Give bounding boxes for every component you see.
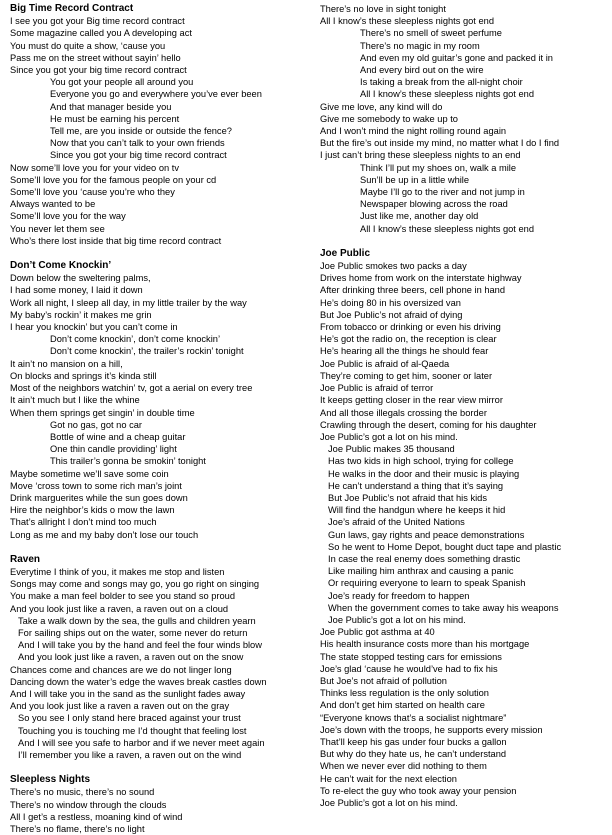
lyric-line: He walks in the door and their music is playing	[328, 468, 520, 479]
lyric-line: Got no gas, got no car	[50, 419, 142, 430]
lyric-line: Since you got your big time record contract	[50, 150, 227, 161]
lyric-line: That’ll keep his gas under four bucks a gallon	[320, 736, 507, 747]
lyric-line: Joe Public makes 35 thousand	[328, 444, 455, 455]
section-gap	[320, 235, 608, 248]
lyric-line: Everyone you go and everywhere you’ve ever been	[50, 89, 262, 100]
lyric-line: Now some’ll love you for your video on tv	[10, 162, 179, 173]
song-sleepless-nights	[10, 774, 310, 835]
lyric-line: Some magazine called you A developing act	[10, 28, 192, 39]
lyric-line: That’s allright I don’t mind too much	[10, 517, 157, 528]
lyric-line: Joe’s afraid of the United Nations	[328, 517, 465, 528]
lyric-line: He must be earning his percent	[50, 113, 180, 124]
lyric-line: And you look just like a raven, a raven out on a cloud	[10, 603, 229, 614]
lyric-line: Now that you can’t talk to your own friends	[50, 138, 225, 149]
lyric-line: He’s got the radio on, the reception is clear	[320, 334, 497, 345]
lyric-line: Just like me, another day old	[360, 211, 479, 222]
lyric-line: And don’t get him started on health care	[320, 700, 485, 711]
lyric-line: And even my old guitar’s gone and packed it in	[360, 52, 553, 63]
lyric-line: Don’t come knockin’, don’t come knockin’	[50, 334, 221, 345]
lyric-line: Is taking a break from the all-night choir	[360, 77, 523, 88]
lyric-line: From tobacco or drinking or even his driving	[320, 322, 501, 333]
song-raven	[10, 554, 310, 761]
lyric-line: Who’s there lost inside that big time record contract	[10, 235, 222, 246]
section-gap	[10, 761, 310, 774]
lyric-line: Move ‘cross town to some rich man’s joint	[10, 480, 182, 491]
lyric-line: Or requiring everyone to learn to speak Spanish	[328, 578, 526, 589]
song-title: Joe Public	[320, 247, 371, 259]
lyric-line: But why do they hate us, he can’t understand	[320, 749, 507, 760]
left-column	[10, 3, 310, 835]
lyric-line: Newspaper blowing across the road	[360, 199, 508, 210]
lyric-line: But Joe’s not afraid of pollution	[320, 675, 447, 686]
lyric-line: To re-elect the guy who took away your pension	[320, 785, 517, 796]
lyric-line: Don’t come knockin’, the trailer’s rockin’ tonight	[50, 346, 244, 357]
lyric-line: All I know’s these sleepless nights got end	[360, 89, 534, 100]
lyric-line: Joe’s down with the troops, he supports every mission	[320, 724, 543, 735]
lyric-line: Chances come and chances are we do not linger long	[10, 664, 232, 675]
lyric-line: Joe Public got asthma at 40	[320, 627, 435, 638]
lyric-line: On blocks and springs it’s kinda still	[10, 370, 157, 381]
lyric-line: They’re coming to get him, sooner or later	[320, 370, 493, 381]
lyric-line: You got your people all around you	[50, 77, 194, 88]
lyric-line: But Joe Public’s not afraid of dying	[320, 309, 463, 320]
lyric-line: Give me somebody to wake up to	[320, 113, 458, 124]
lyric-line: There’s no window through the clouds	[10, 799, 167, 810]
song-big-time-record-contract	[10, 3, 310, 247]
lyric-line: Some’ll love you ‘cause you’re who they	[10, 187, 175, 198]
lyric-line: Everytime I think of you, it makes me stop and listen	[10, 566, 225, 577]
lyric-line: He’s doing 80 in his oversized van	[320, 297, 461, 308]
lyric-line: And I will take you by the hand and feel the four winds blow	[18, 640, 262, 651]
lyric-line: Gun laws, gay rights and peace demonstrations	[328, 529, 525, 540]
lyric-line: He can’t wait for the next election	[320, 773, 457, 784]
lyric-line: Dancing down the water’s edge the waves break castles down	[10, 676, 267, 687]
song-don-t-come-knockin	[10, 260, 310, 541]
lyric-line: There’s no magic in my room	[360, 40, 480, 51]
lyric-line: So you see I only stand here braced against your trust	[18, 713, 241, 724]
lyric-line: “Everyone knows that’s a socialist nightmare”	[320, 712, 507, 723]
right-column	[320, 3, 608, 809]
lyric-line: He can’t understand a thing that it’s saying	[328, 480, 504, 491]
lyric-line: Since you got your big time record contract	[10, 65, 187, 76]
lyric-line: Has two kids in high school, trying for college	[328, 456, 514, 467]
lyric-line: I just can’t bring these sleepless nights to an end	[320, 150, 521, 161]
lyric-line: But the fire’s out inside my mind, no matter what I do I find	[320, 138, 560, 149]
lyric-line: Joe Public’s got a lot on his mind.	[320, 798, 458, 808]
lyric-line: The state stopped testing cars for emissions	[320, 651, 502, 662]
lyric-line: There’s no flame, there’s no light	[10, 824, 145, 834]
lyric-line: There’s no smell of sweet perfume	[360, 28, 502, 39]
lyric-line: Joe Public’s got a lot on his mind.	[320, 431, 458, 442]
lyric-line: Give me love, any kind will do	[320, 101, 443, 112]
lyric-line: And I will take you in the sand as the sunlight fades away	[10, 688, 246, 699]
lyric-line: But Joe Public’s not afraid that his kids	[328, 492, 487, 503]
lyric-line: There’s no love in sight tonight	[320, 4, 446, 14]
lyric-line: I’ll remember you like a raven, a raven out on the wind	[18, 749, 242, 760]
lyric-line: So he went to Home Depot, bought duct tape and plastic	[328, 541, 562, 552]
lyric-line: Pass me on the street without sayin’ hello	[10, 52, 181, 63]
song-title: Big Time Record Contract	[10, 3, 134, 14]
lyric-line: And all those illegals crossing the border	[320, 407, 487, 418]
lyric-line: It ain’t much but I like the whine	[10, 395, 140, 406]
song-continued	[320, 3, 608, 235]
lyric-line: I see you got your Big time record contract	[10, 16, 185, 27]
lyric-line: There’s no music, there’s no sound	[10, 787, 155, 798]
lyric-line: Joe Public’s got a lot on his mind.	[328, 614, 466, 625]
lyric-line: Always wanted to be	[10, 199, 96, 210]
lyric-line: Crawling through the desert, coming for his daughter	[320, 419, 537, 430]
lyric-line: When the government comes to take away his weapons	[328, 602, 559, 613]
lyric-line: Drink marguerites while the sun goes down	[10, 492, 188, 503]
lyric-line: He’s hearing all the things he should fear	[320, 346, 489, 357]
lyric-line: After drinking three beers, cell phone in hand	[320, 285, 506, 296]
song-title: Sleepless Nights	[10, 774, 91, 786]
lyric-line: I hear you knockin’ but you can’t come in	[10, 322, 178, 333]
lyric-line: Songs may come and songs may go, you go right on singing	[10, 579, 260, 590]
lyric-line: And I will see you safe to harbor and if we never meet again	[18, 737, 265, 748]
lyric-line: Take a walk down by the sea, the gulls and children yearn	[18, 615, 256, 626]
song-joe-public	[320, 248, 608, 809]
lyric-line: When we never ever did nothing to them	[320, 761, 487, 772]
lyric-line: And you look just like a raven, a raven out on the snow	[18, 652, 244, 663]
lyric-line: You must do quite a show, ‘cause you	[10, 40, 166, 51]
lyric-line: Drives home from work on the interstate highway	[320, 273, 522, 284]
lyric-line: You make a man feel bolder to see you stand so proud	[10, 591, 235, 602]
lyric-line: In case the real enemy does something drastic	[328, 553, 521, 564]
lyric-line: All I know’s these sleepless nights got end	[320, 16, 494, 27]
lyric-line: Think I’ll put my shoes on, walk a mile	[360, 162, 517, 173]
lyric-line: Most of the neighbors watchin’ tv, got a aerial on every tree	[10, 383, 253, 394]
lyric-line: His health insurance costs more than his mortgage	[320, 639, 530, 650]
lyric-line: Some’ll love you for the way	[10, 211, 126, 222]
lyric-line: Will find the handgun where he keeps it hid	[328, 505, 506, 516]
lyric-line: Touching you is touching me I’d thought that feeling lost	[18, 725, 247, 736]
section-gap	[10, 541, 310, 554]
section-gap	[10, 247, 310, 260]
lyric-line: And every bird out on the wire	[360, 65, 484, 76]
lyric-line: Long as me and my baby don’t lose our touch	[10, 529, 199, 540]
lyric-line: I had some money, I laid it down	[10, 285, 143, 296]
lyric-line: All I know’s these sleepless nights got end	[360, 223, 534, 234]
lyric-line: It keeps getting closer in the rear view mirror	[320, 395, 503, 406]
lyric-line: This trailer’s gonna be smokin’ tonight	[50, 456, 206, 467]
song-title: Don’t Come Knockin’	[10, 260, 112, 272]
lyric-line: Bottle of wine and a cheap guitar	[50, 431, 186, 442]
lyric-line: And you look just like a raven a raven out on the gray	[10, 701, 230, 712]
lyric-line: Maybe I’ll go to the river and not jump in	[360, 187, 525, 198]
lyric-line: Tell me, are you inside or outside the fence?	[50, 126, 232, 137]
lyric-line: Some’ll love you for the famous people on your cd	[10, 174, 217, 185]
song-title: Raven	[10, 553, 41, 565]
lyric-line: Work all night, I sleep all day, in my little trailer by the way	[10, 297, 247, 308]
lyric-line: Joe’s ready for freedom to happen	[328, 590, 470, 601]
lyric-line: You never let them see	[10, 223, 105, 234]
lyric-line: Hire the neighbor’s kids o mow the lawn	[10, 505, 175, 516]
lyric-line: Joe Public is afraid of al-Qaeda	[320, 358, 450, 369]
lyric-line: Thinks less regulation is the only solution	[320, 688, 489, 699]
lyric-line: Joe Public is afraid of terror	[320, 383, 434, 394]
lyric-line: Joe’s glad ‘cause he would’ve had to fix his	[320, 663, 498, 674]
lyric-line: It ain’t no mansion on a hill,	[10, 358, 123, 369]
lyric-line: When them springs get singin’ in double time	[10, 407, 195, 418]
lyric-line: And I won’t mind the night rolling round again	[320, 126, 507, 137]
lyric-line: And that manager beside you	[50, 101, 172, 112]
lyric-line: Sun’ll be up in a little while	[360, 174, 470, 185]
lyric-line: Joe Public smokes two packs a day	[320, 261, 467, 272]
lyric-line: Down below the sweltering palms,	[10, 273, 151, 284]
lyric-line: One thin candle providing’ light	[50, 444, 177, 455]
lyric-line: My baby’s rockin’ it makes me grin	[10, 309, 152, 320]
lyric-line: Maybe sometime we’ll save some coin	[10, 468, 169, 479]
lyric-line: All I get’s a restless, moaning kind of wind	[10, 811, 183, 822]
lyric-line: Like mailing him anthrax and causing a panic	[328, 566, 514, 577]
lyric-line: For sailing ships out on the water, some never do return	[18, 627, 248, 638]
